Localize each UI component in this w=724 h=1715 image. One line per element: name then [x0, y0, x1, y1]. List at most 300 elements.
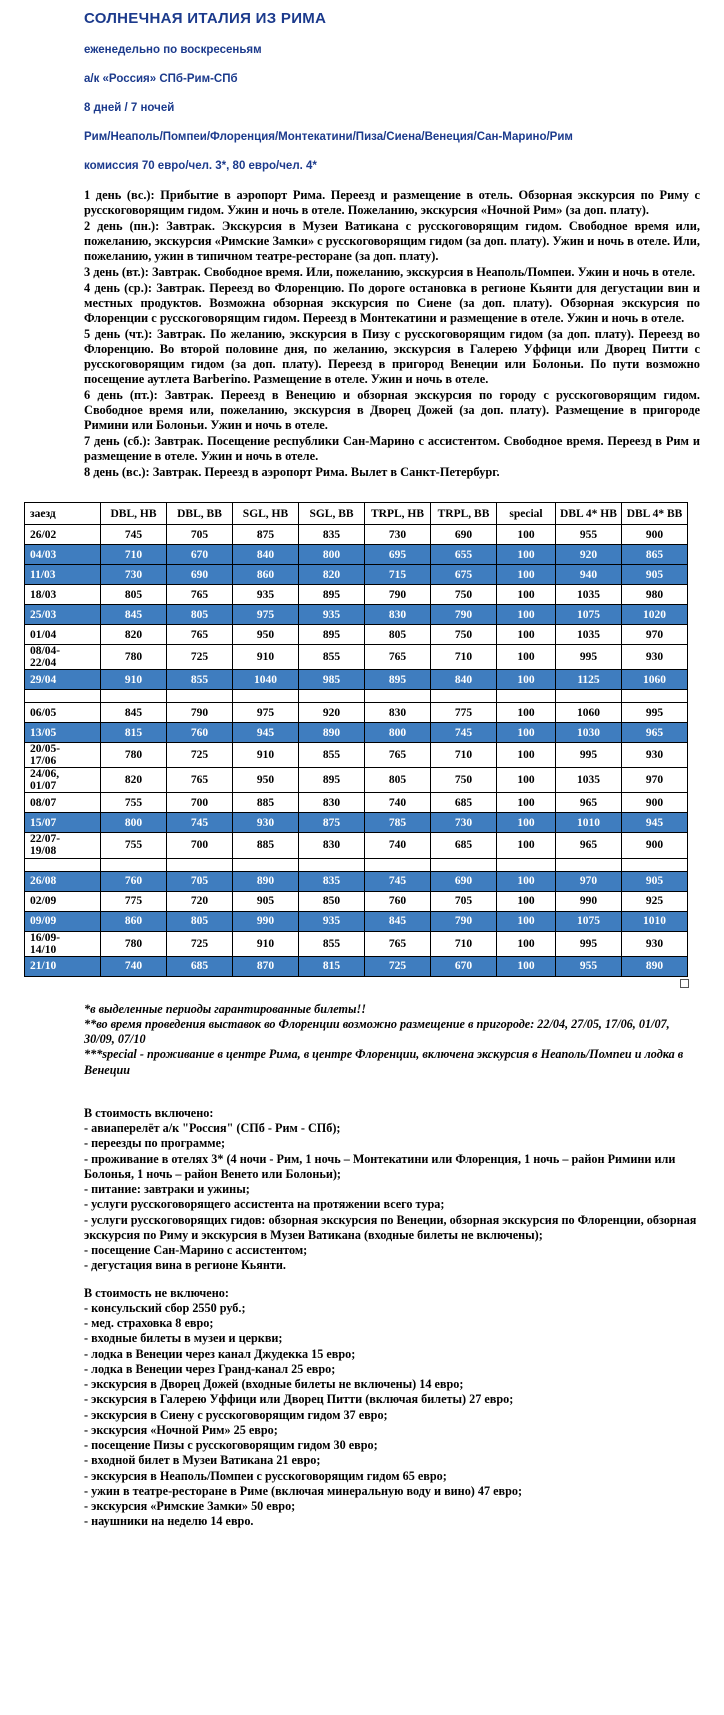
cell-date: 29/04 — [25, 670, 101, 690]
spacer-cell — [25, 858, 101, 871]
table-row — [25, 931, 688, 956]
cell-value: 670 — [431, 956, 497, 976]
spacer-cell — [497, 858, 556, 871]
cell-value: 935 — [233, 585, 299, 605]
not-included-item-1: - мед. страховка 8 евро; — [84, 1316, 214, 1331]
included-title: В стоимость включено: — [84, 1105, 214, 1120]
not-included-item-11: - экскурсия в Неаполь/Помпеи с русскоговорящим гидом 65 евро; — [84, 1468, 447, 1483]
table-row — [25, 891, 688, 911]
table-row — [25, 605, 688, 625]
cell-value: 910 — [101, 670, 167, 690]
table-row — [25, 911, 688, 931]
included-item-7: - дегустация вина в регионе Кьянти. — [84, 1258, 286, 1273]
cell-value: 830 — [365, 703, 431, 723]
header-line-commission: комиссия 70 евро/чел. 3*, 80 евро/чел. 4* — [84, 160, 317, 172]
cell-value: 830 — [299, 793, 365, 813]
cell-value: 765 — [365, 931, 431, 956]
table-row — [25, 525, 688, 545]
program-day-1: 1 день (вс.): Прибытие в аэропорт Рима. Переезд и размещение в отель. Обзорная экскурсия по Риму с русскоговорящим гидом. Ужин и ночь в отеле. Пожеланию, экскурсия «Ночной Рим» (за доп. плату). — [84, 188, 700, 217]
spacer-cell — [101, 690, 167, 703]
cell-value: 805 — [167, 605, 233, 625]
cell-value: 1060 — [622, 670, 688, 690]
rates-table-body — [25, 525, 688, 977]
cell-value: 845 — [101, 605, 167, 625]
cell-value: 100 — [497, 833, 556, 858]
cell-value: 945 — [622, 813, 688, 833]
cell-value: 745 — [101, 525, 167, 545]
cell-value: 885 — [233, 833, 299, 858]
spacer-cell — [25, 690, 101, 703]
cell-value: 950 — [233, 768, 299, 793]
cell-value: 815 — [299, 956, 365, 976]
cell-value: 975 — [233, 703, 299, 723]
cell-value: 865 — [622, 545, 688, 565]
cell-value: 1020 — [622, 605, 688, 625]
cell-value: 725 — [167, 645, 233, 670]
cell-value: 100 — [497, 605, 556, 625]
column-header-special: special — [497, 503, 556, 525]
cell-value: 750 — [431, 585, 497, 605]
cell-value: 875 — [233, 525, 299, 545]
cell-value: 965 — [622, 723, 688, 743]
column-header-trpl-bb: TRPL, BB — [431, 503, 497, 525]
cell-value: 780 — [101, 645, 167, 670]
cell-value: 790 — [167, 703, 233, 723]
cell-value: 750 — [431, 768, 497, 793]
cell-value: 805 — [365, 625, 431, 645]
cell-value: 940 — [556, 565, 622, 585]
price-details-section — [0, 1094, 724, 1530]
program-day-4: 4 день (ср.): Завтрак. Переезд во Флоренцию. По дороге остановка в регионе Кьянти для дегустации вин и местных продуктов. Возможна обзорная экскурсия по Сиене (за доп. плату). Обзорная экскурсия по Флоренции с русскоговорящим гидом. Переезд в Монтекатини и размещение в отеле. Ужин и ночь в отеле. — [84, 281, 700, 325]
cell-value: 905 — [622, 871, 688, 891]
cell-value: 1010 — [556, 813, 622, 833]
rates-table-wrap — [0, 502, 724, 988]
cell-value: 755 — [101, 793, 167, 813]
included-item-4: - услуги русскоговорящего ассистента на протяжении всего тура; — [84, 1197, 445, 1212]
cell-value: 1075 — [556, 911, 622, 931]
cell-date: 26/08 — [25, 871, 101, 891]
cell-value: 815 — [101, 723, 167, 743]
cell-value: 995 — [556, 645, 622, 670]
cell-value: 710 — [431, 931, 497, 956]
table-spacer-row — [25, 858, 688, 871]
cell-value: 965 — [556, 833, 622, 858]
cell-value: 985 — [299, 670, 365, 690]
cell-value: 1035 — [556, 768, 622, 793]
cell-value: 910 — [233, 743, 299, 768]
cell-value: 685 — [431, 833, 497, 858]
cell-value: 790 — [431, 605, 497, 625]
spacer-cell — [101, 858, 167, 871]
spacer-cell — [556, 858, 622, 871]
note-exhibitions: **во время проведения выставок во Флоренции возможно размещение в пригороде: 22/04, 27/05, 17/06, 01/07, 30/09, 07/10 — [84, 1016, 670, 1047]
table-row — [25, 565, 688, 585]
cell-value: 760 — [101, 871, 167, 891]
cell-value: 845 — [365, 911, 431, 931]
cell-value: 800 — [101, 813, 167, 833]
cell-value: 705 — [167, 871, 233, 891]
cell-value: 100 — [497, 931, 556, 956]
cell-value: 740 — [101, 956, 167, 976]
cell-value: 775 — [431, 703, 497, 723]
cell-value: 765 — [365, 743, 431, 768]
not-included-item-4: - лодка в Венеции через Гранд-канал 25 евро; — [84, 1361, 336, 1376]
cell-value: 885 — [233, 793, 299, 813]
cell-value: 100 — [497, 743, 556, 768]
cell-date: 04/03 — [25, 545, 101, 565]
cell-value: 855 — [167, 670, 233, 690]
cell-value: 850 — [299, 891, 365, 911]
table-row — [25, 871, 688, 891]
program-day-3: 3 день (вт.): Завтрак. Свободное время. Или, пожеланию, экскурсия в Неаполь/Помпеи. Ужин и ночь в отеле. — [84, 265, 696, 279]
cell-value: 820 — [299, 565, 365, 585]
cell-value: 860 — [233, 565, 299, 585]
cell-value: 855 — [299, 645, 365, 670]
spacer-cell — [622, 858, 688, 871]
cell-value: 1030 — [556, 723, 622, 743]
cell-date: 08/04- 22/04 — [25, 645, 101, 670]
cell-value: 685 — [431, 793, 497, 813]
table-row — [25, 833, 688, 858]
cell-value: 760 — [365, 891, 431, 911]
spacer-2 — [84, 1274, 700, 1286]
cell-value: 790 — [365, 585, 431, 605]
cell-value: 100 — [497, 565, 556, 585]
cell-date: 09/09 — [25, 911, 101, 931]
cell-value: 845 — [101, 703, 167, 723]
not-included-item-10: - входной билет в Музеи Ватикана 21 евро; — [84, 1453, 321, 1468]
not-included-item-3: - лодка в Венеции через канал Джудекка 15 евро; — [84, 1346, 356, 1361]
cell-value: 875 — [299, 813, 365, 833]
cell-value: 900 — [622, 833, 688, 858]
cell-value: 780 — [101, 931, 167, 956]
program-day-5: 5 день (чт.): Завтрак. По желанию, экскурсия в Пизу с русскоговорящим гидом (за доп. плату). Переезд во Флоренцию. Во второй половине дня, по желанию, экскурсия в Галерею Уффици или Дворец Питти с русскоговорящим гидом (за доп. плату). Переезд в пригород Венеции или Болоньи. По пути возможно посещение аутлета Barberino. Размещение в отеле. Ужин и ночь в отеле. — [84, 327, 700, 386]
cell-date: 08/07 — [25, 793, 101, 813]
cell-value: 740 — [365, 793, 431, 813]
cell-value: 1075 — [556, 605, 622, 625]
cell-value: 830 — [299, 833, 365, 858]
included-item-2: - проживание в отелях 3* (4 ночи - Рим, 1 ночь – Монтекатини или Флоренция, 1 ночь – район Римини или Болонья, 1 ночь – район Венето или Болоньи); — [84, 1151, 676, 1181]
cell-value: 710 — [431, 645, 497, 670]
cell-value: 840 — [431, 670, 497, 690]
spacer-cell — [299, 858, 365, 871]
rates-table — [24, 502, 688, 977]
cell-value: 670 — [167, 545, 233, 565]
program-day-6: 6 день (пт.): Завтрак. Переезд в Венецию и обзорная экскурсия по городу с русскоговорящим гидом. Свободное время или, пожеланию, экскурсия в Дворец Дожей (за доп. плату). Размещение в пригороде Римини или Болоньи. Ужин и ночь в отеле. — [84, 388, 700, 432]
resize-handle-mark — [680, 979, 689, 988]
page-title: СОЛНЕЧНАЯ ИТАЛИЯ ИЗ РИМА — [84, 10, 327, 27]
cell-value: 995 — [556, 743, 622, 768]
not-included-item-14: - наушники на неделю 14 евро. — [84, 1514, 254, 1529]
cell-date: 20/05- 17/06 — [25, 743, 101, 768]
table-row — [25, 670, 688, 690]
cell-value: 805 — [167, 911, 233, 931]
cell-value: 1010 — [622, 911, 688, 931]
table-row — [25, 723, 688, 743]
cell-date: 22/07- 19/08 — [25, 833, 101, 858]
cell-value: 855 — [299, 931, 365, 956]
table-row — [25, 793, 688, 813]
cell-value: 800 — [365, 723, 431, 743]
header-line-airline: а/к «Россия» СПб-Рим-СПб — [84, 73, 238, 85]
cell-value: 900 — [622, 793, 688, 813]
cell-value: 765 — [167, 585, 233, 605]
included-item-5: - услуги русскоговорящих гидов: обзорная экскурсия по Венеции, обзорная экскурсия по Флоренции, обзорная экскурсия по Риму и экскурсия в Музеи Ватикана (входные билеты не включены); — [84, 1212, 697, 1242]
table-row — [25, 813, 688, 833]
cell-value: 690 — [167, 565, 233, 585]
cell-value: 780 — [101, 743, 167, 768]
cell-value: 100 — [497, 768, 556, 793]
cell-date: 06/05 — [25, 703, 101, 723]
cell-value: 895 — [299, 585, 365, 605]
cell-value: 835 — [299, 871, 365, 891]
cell-value: 760 — [167, 723, 233, 743]
cell-value: 765 — [167, 625, 233, 645]
cell-value: 695 — [365, 545, 431, 565]
cell-value: 675 — [431, 565, 497, 585]
included-item-1: - переезды по программе; — [84, 1136, 226, 1151]
cell-value: 935 — [299, 605, 365, 625]
cell-date: 01/04 — [25, 625, 101, 645]
cell-value: 710 — [101, 545, 167, 565]
cell-value: 950 — [233, 625, 299, 645]
cell-value: 820 — [101, 768, 167, 793]
cell-value: 765 — [167, 768, 233, 793]
cell-value: 935 — [299, 911, 365, 931]
cell-date: 21/10 — [25, 956, 101, 976]
cell-date: 24/06, 01/07 — [25, 768, 101, 793]
cell-value: 990 — [233, 911, 299, 931]
not-included-item-5: - экскурсия в Дворец Дожей (входные билеты не включены) 14 евро; — [84, 1377, 464, 1392]
column-header-dbl4-hb: DBL 4* HB — [556, 503, 622, 525]
cell-value: 755 — [101, 833, 167, 858]
cell-value: 1125 — [556, 670, 622, 690]
cell-value: 100 — [497, 891, 556, 911]
cell-value: 715 — [365, 565, 431, 585]
spacer-cell — [556, 690, 622, 703]
table-row — [25, 956, 688, 976]
not-included-item-2: - входные билеты в музеи и церкви; — [84, 1331, 283, 1346]
cell-value: 970 — [556, 871, 622, 891]
cell-value: 1040 — [233, 670, 299, 690]
included-item-3: - питание: завтраки и ужины; — [84, 1182, 250, 1197]
program-day-8: 8 день (вс.): Завтрак. Переезд в аэропорт Рима. Вылет в Санкт-Петербург. — [84, 465, 500, 479]
cell-value: 705 — [431, 891, 497, 911]
cell-value: 100 — [497, 723, 556, 743]
cell-value: 895 — [299, 625, 365, 645]
cell-value: 745 — [431, 723, 497, 743]
cell-value: 895 — [299, 768, 365, 793]
spacer-cell — [622, 690, 688, 703]
cell-value: 890 — [233, 871, 299, 891]
program-section — [0, 188, 724, 480]
cell-value: 920 — [299, 703, 365, 723]
cell-value: 750 — [431, 625, 497, 645]
cell-value: 765 — [365, 645, 431, 670]
cell-value: 955 — [556, 525, 622, 545]
cell-value: 100 — [497, 956, 556, 976]
cell-value: 805 — [101, 585, 167, 605]
not-included-item-7: - экскурсия в Сиену с русскоговорящим гидом 37 евро; — [84, 1407, 388, 1422]
spacer-cell — [233, 858, 299, 871]
header-line-duration: 8 дней / 7 ночей — [84, 102, 175, 114]
cell-value: 790 — [431, 911, 497, 931]
cell-value: 895 — [365, 670, 431, 690]
program-day-7: 7 день (сб.): Завтрак. Посещение республики Сан-Марино с ассистентом. Свободное время. Переезд в Рим и размещение в отеле. Ужин и ночь в отеле. — [84, 434, 700, 463]
cell-value: 995 — [556, 931, 622, 956]
cell-value: 725 — [365, 956, 431, 976]
cell-value: 1035 — [556, 585, 622, 605]
cell-value: 725 — [167, 931, 233, 956]
cell-date: 16/09- 14/10 — [25, 931, 101, 956]
cell-value: 100 — [497, 813, 556, 833]
table-row — [25, 743, 688, 768]
cell-value: 775 — [101, 891, 167, 911]
cell-value: 970 — [622, 768, 688, 793]
header-line-frequency: еженедельно по воскресеньям — [84, 44, 262, 56]
cell-value: 745 — [365, 871, 431, 891]
cell-value: 100 — [497, 871, 556, 891]
cell-value: 910 — [233, 931, 299, 956]
cell-value: 840 — [233, 545, 299, 565]
cell-value: 745 — [167, 813, 233, 833]
note-special: ***special - проживание в центре Рима, в центре Флоренции, включена экскурсия в Неаполь/Помпеи и лодка в Венеции — [84, 1047, 684, 1077]
spacer-cell — [365, 690, 431, 703]
cell-value: 820 — [101, 625, 167, 645]
cell-value: 945 — [233, 723, 299, 743]
cell-value: 100 — [497, 625, 556, 645]
cell-value: 805 — [365, 768, 431, 793]
cell-value: 890 — [622, 956, 688, 976]
program-day-2: 2 день (пн.): Завтрак. Экскурсия в Музеи Ватикана с русскоговорящим гидом. Свободное время или, пожеланию, экскурсия «Римские Замки» с русскоговорящим гидом (за доп. плату). Ужин и ночь в отеле. Или, пожеланию, ужин в типичном театре-ресторане (за доп. плату). — [84, 219, 700, 263]
included-item-6: - посещение Сан-Марино с ассистентом; — [84, 1243, 308, 1258]
cell-value: 860 — [101, 911, 167, 931]
cell-value: 685 — [167, 956, 233, 976]
table-row — [25, 545, 688, 565]
cell-value: 100 — [497, 911, 556, 931]
table-row — [25, 585, 688, 605]
spacer-cell — [431, 858, 497, 871]
cell-value: 100 — [497, 585, 556, 605]
cell-date: 02/09 — [25, 891, 101, 911]
cell-value: 905 — [622, 565, 688, 585]
cell-value: 100 — [497, 793, 556, 813]
cell-value: 710 — [431, 743, 497, 768]
cell-value: 930 — [233, 813, 299, 833]
cell-value: 100 — [497, 525, 556, 545]
cell-value: 690 — [431, 525, 497, 545]
cell-value: 835 — [299, 525, 365, 545]
column-header-dbl-bb: DBL, BB — [167, 503, 233, 525]
column-header-date: заезд — [25, 503, 101, 525]
cell-value: 100 — [497, 645, 556, 670]
included-item-0: - авиаперелёт а/к "Россия" (СПб - Рим - СПб); — [84, 1121, 341, 1136]
header-line-route: Рим/Неаполь/Помпеи/Флоренция/Монтекатини/Пиза/Сиена/Венеция/Сан-Марино/Рим — [84, 131, 573, 143]
spacer-cell — [167, 858, 233, 871]
cell-value: 995 — [622, 703, 688, 723]
cell-value: 930 — [622, 743, 688, 768]
cell-value: 690 — [431, 871, 497, 891]
table-row — [25, 703, 688, 723]
cell-value: 740 — [365, 833, 431, 858]
cell-value: 955 — [556, 956, 622, 976]
table-row — [25, 768, 688, 793]
cell-value: 1035 — [556, 625, 622, 645]
spacer-cell — [167, 690, 233, 703]
cell-value: 930 — [622, 931, 688, 956]
cell-date: 15/07 — [25, 813, 101, 833]
cell-value: 975 — [233, 605, 299, 625]
cell-value: 1060 — [556, 703, 622, 723]
cell-value: 900 — [622, 525, 688, 545]
cell-value: 990 — [556, 891, 622, 911]
column-header-dbl-hb: DBL, HB — [101, 503, 167, 525]
not-included-item-6: - экскурсия в Галерею Уффици или Дворец Питти (включая билеты) 27 евро; — [84, 1392, 514, 1407]
table-row — [25, 645, 688, 670]
cell-value: 870 — [233, 956, 299, 976]
note-guaranteed-tickets: *в выделенные периоды гарантированные билеты!! — [84, 1001, 366, 1016]
column-header-sgl-hb: SGL, HB — [233, 503, 299, 525]
cell-value: 100 — [497, 703, 556, 723]
cell-value: 965 — [556, 793, 622, 813]
cell-date: 11/03 — [25, 565, 101, 585]
spacer-cell — [431, 690, 497, 703]
cell-value: 100 — [497, 545, 556, 565]
spacer-cell — [497, 690, 556, 703]
not-included-item-12: - ужин в театре-ресторане в Риме (включая минеральную воду и вино) 47 евро; — [84, 1483, 523, 1498]
cell-date: 13/05 — [25, 723, 101, 743]
column-header-dbl4-bb: DBL 4* BB — [622, 503, 688, 525]
cell-value: 800 — [299, 545, 365, 565]
not-included-item-0: - консульский сбор 2550 руб.; — [84, 1300, 246, 1315]
cell-value: 910 — [233, 645, 299, 670]
cell-value: 720 — [167, 891, 233, 911]
not-included-item-13: - экскурсия «Римские Замки» 50 евро; — [84, 1499, 296, 1514]
cell-value: 730 — [365, 525, 431, 545]
cell-value: 925 — [622, 891, 688, 911]
notes-section — [0, 1002, 724, 1078]
cell-date: 25/03 — [25, 605, 101, 625]
cell-value: 905 — [233, 891, 299, 911]
cell-value: 830 — [365, 605, 431, 625]
cell-value: 785 — [365, 813, 431, 833]
not-included-title: В стоимость не включено: — [84, 1285, 229, 1300]
cell-value: 970 — [622, 625, 688, 645]
cell-value: 700 — [167, 793, 233, 813]
table-row — [25, 625, 688, 645]
spacer-cell — [299, 690, 365, 703]
cell-value: 855 — [299, 743, 365, 768]
cell-value: 930 — [622, 645, 688, 670]
cell-value: 920 — [556, 545, 622, 565]
cell-date: 18/03 — [25, 585, 101, 605]
cell-value: 655 — [431, 545, 497, 565]
column-header-trpl-hb: TRPL, HB — [365, 503, 431, 525]
spacer-cell — [365, 858, 431, 871]
cell-value: 700 — [167, 833, 233, 858]
header-block — [0, 10, 724, 172]
cell-value: 725 — [167, 743, 233, 768]
cell-value: 730 — [431, 813, 497, 833]
column-header-sgl-bb: SGL, BB — [299, 503, 365, 525]
cell-value: 890 — [299, 723, 365, 743]
table-spacer-row — [25, 690, 688, 703]
spacer-cell — [233, 690, 299, 703]
spacer-1 — [84, 1094, 700, 1106]
cell-date: 26/02 — [25, 525, 101, 545]
not-included-item-8: - экскурсия «Ночной Рим» 25 евро; — [84, 1422, 278, 1437]
cell-value: 705 — [167, 525, 233, 545]
